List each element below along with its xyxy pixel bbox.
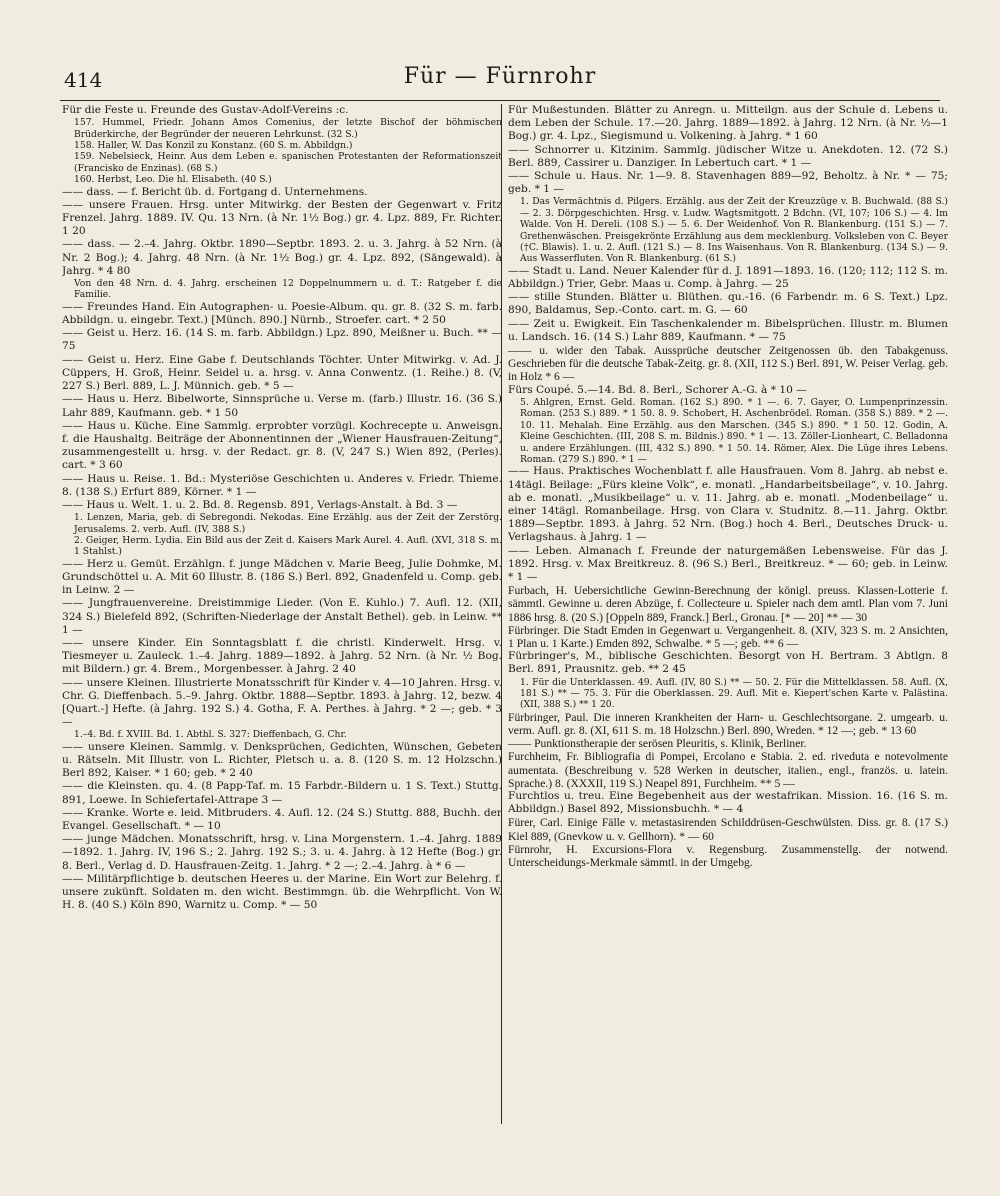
bibliography-entry: Fürbringer. Die Stadt Emden in Gegenwart u. Vergangenheit. 8. (XIV, 323 S. m. 2 Ansichten, 1 Plan u. 1 Karte.) Emden 892, Schwalbe. * 5 —; geb. ** 6 — xyxy=(508,623,948,650)
bibliography-entry: —— dass. — f. Bericht üb. d. Fortgang d. Unternehmens. xyxy=(62,185,368,198)
bibliography-entry: —— dass. — 2.–4. Jahrg. Oktbr. 1890—Septbr. 1893. 2. u. 3. Jahrg. à 52 Nrn. (à Nr. 2 Bog.); 4. Jahrg. 48 Nrn. (à Nr. 1½ Bog.) gr. 4. Lpz. 892, (Sängewald). à Jahrg. * 4 80 xyxy=(62,238,502,277)
bibliography-entry: —— Stadt u. Land. Neuer Kalender für d. J. 1891—1893. 16. (120; 112; 112 S. m. Abbildgn.) Trier, Gebr. Maas u. Comp. à Jahrg. — 25 xyxy=(508,264,948,291)
column-separator xyxy=(501,104,502,1124)
bibliography-entry: —— die Kleinsten. qu. 4. (8 Papp-Taf. m. 15 Farbdr.-Bildern u. 1 S. Text.) Stuttg. 891, Loewe. In Schiefertafel-Attrape 3 — xyxy=(62,780,502,806)
sub-entry: 5. Ahlgren, Ernst. Geld. Roman. (162 S.) 890. * 1 —. 6. 7. Gayer, O. Lumpenprinzessin. Roman. (253 S.) 889. * 1 50. 8. 9. Schobert, H. Aschenbrödel. Roman. (358 S.) 889. * 2 —. 10. 11. Mehalah. Eine Erzählg. aus den Marschen. (345 S.) 890. * 1 50. 12. Godin, A. Kleine Geschichten. (III, 208 S. m. Bildnis.) 890. * 1 —. 13. Zöller-Lionheart, C. Belladonna u. andere Erzählungen. (III, 432 S.) 890. * 1 50. 14. Römer, Alex. Die Lüge ihres Lebens. Roman. (279 S.) 890. * 1 — xyxy=(520,396,948,465)
bibliography-entry: —— junge Mädchen. Monatsschrift, hrsg. v. Lina Morgenstern. 1.–4. Jahrg. 1889—1892. 1. Jahrg. IV, 196 S.; 2. Jahrg. 192 S.; 3. u. 4. Jahrg. à 12 Hefte (Bog.) gr. 8. Berl., Verlag d. D. Hausfrauen-Zeitg. 1. Jahrg. * 2 —; 2.–4. Jahrg. à * 6 — xyxy=(62,833,502,872)
bibliography-entry: Fürs Coupé. 5.—14. Bd. 8. Berl., Schorer A.-G. à * 10 — xyxy=(508,383,807,396)
bibliography-entry: Für die Feste u. Freunde des Gustav-Adolf-Vereins :c. xyxy=(62,104,349,116)
bibliography-entry: Für Mußestunden. Blätter zu Anregn. u. Mitteilgn. aus der Schule d. Lebens u. dem Leben der Schule. 17.—20. Jahrg. 1889—1892. à Jahrg. 12 Nrn. (à Nr. ½—1 Bog.) gr. 4. Lpz., Siegismund u. Volkening. à Jahrg. * 1 60 xyxy=(508,104,948,143)
bibliography-entry: —— Jungfrauenvereine. Dreistimmige Lieder. (Von E. Kuhlo.) 7. Aufl. 12. (XII, 324 S.) Bielefeld 892, (Schriften-Niederlage der Anstalt Bethel). geb. in Leinw. ** 1 — xyxy=(62,597,502,636)
sub-entry: 1.–4. Bd. f. XVIII. Bd. 1. Abthl. S. 327: Dieffenbach, G. Chr. xyxy=(74,729,347,741)
bibliography-entry: Furchtlos u. treu. Eine Begebenheit aus der westafrikan. Mission. 16. (16 S. m. Abbildgn.) Basel 892, Missionsbuchh. * — 4 xyxy=(508,790,948,816)
running-head: Für — Fürnrohr xyxy=(403,64,597,89)
bibliography-entry: —— Haus u. Herz. Bibelworte, Sinnsprüche u. Verse m. (farb.) Illustr. 16. (36 S.) Lahr 889, Kaufmann. geb. * 1 50 xyxy=(62,393,502,419)
bibliography-entry: —— u. wider den Tabak. Aussprüche deutscher Zeitgenossen üb. den Tabakgenuss. Geschrieben für die deutsche Tabak-Zeitg. gr. 8. (XII, 112 S.) Berl. 891, W. Peiser Verlag. geb. in Holz * 6 — xyxy=(508,344,948,384)
bibliography-entry: —— Freundes Hand. Ein Autographen- u. Poesie-Album. qu. gr. 8. (32 S. m. farb. Abbildgn. u. eingebr. Text.) [Münch. 890.] Nürnb., Stroefer. cart. * 2 50 xyxy=(62,300,502,327)
bibliography-entry: —— Schnorrer u. Kitzinim. Sammlg. jüdischer Witze u. Anekdoten. 12. (72 S.) Berl. 889, Cassirer u. Danziger. In Lebertuch cart. * 1 — xyxy=(508,143,948,169)
bibliography-entry: —— Kranke. Worte e. leid. Mitbruders. 4. Aufl. 12. (24 S.) Stuttg. 888, Buchh. der Evangel. Gesellschaft. * — 10 xyxy=(62,806,502,833)
left-column xyxy=(62,104,502,1124)
bibliography-entry: —— Schule u. Haus. Nr. 1—9. 8. Stavenhagen 889—92, Beholtz. à Nr. * — 75; geb. * 1 — xyxy=(508,170,948,196)
bibliography-entry: —— Haus u. Welt. 1. u. 2. Bd. 8. Regensb. 891, Verlags-Anstalt. à Bd. 3 — xyxy=(62,498,458,511)
sub-entry: 2. Geiger, Herm. Lydia. Ein Bild aus der Zeit d. Kaisers Mark Aurel. 4. Aufl. (XVI, 318 S. m. 1 Stahlst.) xyxy=(74,534,502,558)
bibliography-entry: Fürer, Carl. Einige Fälle v. metastasirenden Schilddrüsen-Geschwülsten. Diss. gr. 8. (17 S.) Kiel 889, (Gnevkow u. v. Gellhorn). * — 60 xyxy=(508,816,948,843)
sub-entry: 160. Herbst, Leo. Die hl. Elisabeth. (40 S.) xyxy=(74,174,272,186)
sub-entry: 157. Hummel, Friedr. Johann Amos Comenius, der letzte Bischof der böhmischen Brüderkirche, der Begründer der neueren Lehrkunst. (32 S.) xyxy=(74,117,502,140)
page-number: 414 xyxy=(64,68,103,92)
bibliography-entry: —— Haus. Praktisches Wochenblatt f. alle Hausfrauen. Vom 8. Jahrg. ab nebst e. 14tägl. Beilage: „Fürs kleine Volk“, e. monatl. „Handarbeitsbeilage“, v. 10. Jahrg. ab e. monatl. „Musikbeilage“ u. v. 11. Jahrg. ab e. monatl. „Modenbeilage“ u. einer 14tägl. Romanbeilage. Hrsg. von Clara v. Studnitz. 8.—11. Jahrg. Oktbr. 1889—Septbr. 1893. à Jahrg. 52 Nrn. (Bog.) hoch 4. Berl., Deutsches Druck- u. Verlagshaus. à Jahrg. 1 — xyxy=(508,465,948,544)
bibliography-entry: —— Leben. Almanach f. Freunde der naturgemäßen Lebensweise. Für das J. 1892. Hrsg. v. Max Breitkreuz. 8. (96 S.) Berl., Breitkreuz. * — 60; geb. in Leinw. * 1 — xyxy=(508,544,948,583)
bibliography-entry: Fürbringer, Paul. Die inneren Krankheiten der Harn- u. Geschlechtsorgane. 2. umgearb. u. verm. Aufl. gr. 8. (XI, 611 S. m. 18 Holzschn.) Berl. 890, Wreden. * 12 —; geb. * 13 60 xyxy=(508,710,948,737)
bibliography-entry: Furbach, H. Uebersichtliche Gewinn-Berechnung der königl. preuss. Klassen-Lotterie f. sämmtl. Gewinne u. deren Abzüge, f. Collecteure u. Spieler nach dem amtl. Plan vom 7. Juni 1886 hrsg. 8. (20 S.) [Oppeln 889, Franck.] Berl., Gronau. [* — 20] ** — 30 xyxy=(508,584,948,624)
bibliography-entry: —— Herz u. Gemüt. Erzählgn. f. junge Mädchen v. Marie Beeg, Julie Dohmke, M. Grundschöttel u. A. Mit 60 Illustr. 8. (186 S.) Berl. 892, Gnadenfeld u. Comp. geb. in Leinw. 2 — xyxy=(62,557,502,597)
sub-entry: 159. Nebelsieck, Heinr. Aus dem Leben e. spanischen Protestanten der Reformationszeit (Francisko de Enzinas). (68 S.) xyxy=(74,151,502,174)
sub-entry: Von den 48 Nrn. d. 4. Jahrg. erscheinen 12 Doppelnummern u. d. T.: Ratgeber f. die Familie. xyxy=(74,278,502,301)
bibliography-entry: —— Geist u. Herz. 16. (14 S. m. farb. Abbildgn.) Lpz. 890, Meißner u. Buch. ** — 75 xyxy=(62,327,502,353)
bibliography-entry: —— Militärpflichtige b. deutschen Heeres u. der Marine. Ein Wort zur Belehrg. f. unsere zukünft. Soldaten m. den wicht. Bestimmgn. üb. die Wehrpflicht. Von W. H. 8. (40 S.) Köln 890, Warnitz u. Comp. * — 50 xyxy=(62,872,502,912)
bibliography-entry: —— unsere Kleinen. Illustrierte Monatsschrift für Kinder v. 4—10 Jahren. Hrsg. v. Chr. G. Dieffenbach. 5.–9. Jahrg. Oktbr. 1888—Septbr. 1893. à Jahrg. 12, bezw. 4 [Quart.-] Hefte. (à Jahrg. 192 S.) 4. Gotha, F. A. Perthes. à Jahrg. * 2 —; geb. * 3 — xyxy=(62,676,502,729)
bibliography-entry: —— Haus u. Küche. Eine Sammlg. erprobter vorzügl. Kochrecepte u. Anweisgn. f. die Haushaltg. Beiträge der Abonnentinnen der „Wiener Hausfrauen-Zeitung“, zusammengestellt u. hrsg. v. der Redact. gr. 8. (V, 247 S.) Wien 892, (Perles). cart. * 3 60 xyxy=(62,419,502,472)
bibliography-entry: —— unsere Kinder. Ein Sonntagsblatt f. die christl. Kinderwelt. Hrsg. v. Tiesmeyer u. Zauleck. 1.–4. Jahrg. 1889—1892. à Jahrg. 52 Nrn. (à Nr. ½ Bog. mit Bildern.) gr. 4. Brem., Morgenbesser. à Jahrg. 2 40 xyxy=(62,636,502,676)
bibliography-entry: —— unsere Frauen. Hrsg. unter Mitwirkg. der Besten der Gegenwart v. Fritz Frenzel. Jahrg. 1889. IV. Qu. 13 Nrn. (à Nr. 1½ Bog.) gr. 4. Lpz. 889, Fr. Richter. 1 20 xyxy=(62,198,502,238)
bibliography-entry: Fürnrohr, H. Excursions-Flora v. Regensburg. Zusammenstellg. der notwend. Unterscheidungs-Merkmale sämmtl. in der Umgebg. xyxy=(508,842,948,870)
bibliography-entry: —— unsere Kleinen. Sammlg. v. Denksprüchen, Gedichten, Wünschen, Gebeten u. Rätseln. Mit Illustr. von L. Richter, Pletsch u. a. 8. (120 S. m. 12 Holzschn.) Berl 892, Kaiser. * 1 60; geb. * 2 40 xyxy=(62,740,502,780)
bibliography-entry: —— Punktionstherapie der serösen Pleuritis, s. Klinik, Berliner. xyxy=(508,737,807,751)
page-header xyxy=(64,64,936,98)
right-column xyxy=(508,104,948,1124)
bibliography-entry: —— Geist u. Herz. Eine Gabe f. Deutschlands Töchter. Unter Mitwirkg. v. Ad. J. Cüppers, H. Groß, Heinr. Seidel u. a. hrsg. v. Anna Conwentz. (1. Reihe.) 8. (V, 227 S.) Berl. 889, L. J. Münnich. geb. * 5 — xyxy=(62,353,502,393)
sub-entry: 1. Lenzen, Maria, geb. di Sebregondi. Nekodas. Eine Erzählg. aus der Zeit der Zerstörg. Jerusalems. 2. verb. Aufl. (IV, 388 S.) xyxy=(74,512,502,535)
sub-entry: 1. Das Vermächtnis d. Pilgers. Erzählg. aus der Zeit der Kreuzzüge v. B. Buchwald. (88 S.) — 2. 3. Dörpgeschichten. Hrsg. v. Ludw. Wagtsmitgott. 2 Bdchn. (VI, 107; 106 S.) — 4. Im Walde. Von H. Dereli. (108 S.) — 5. 6. Der Weidenhof. Von R. Blankenburg. (151 S.) — 7. Grethenwäschen. Preisgekrönte Erzählung aus dem mecklenburg. Volksleben von C. Beyer (†C. Blawis). 1. u. 2. Aufl. (121 S.) — 8. Ins Waisenhaus. Von R. Blankenburg. (134 S.) — 9. Aus Wasserfluten. Von R. Blankenburg. (61 S.) xyxy=(520,196,948,265)
bibliography-entry: Furchheim, Fr. Bibliografia di Pompei, Ercolano e Stabia. 2. ed. riveduta e notevolmente aumentata. (Beschreibung v. 528 Werken in deutscher, italien., engl., französ. u. latein. Sprache.) 8. (XXXII, 119 S.) Neapel 891, Furchheim. ** 5 — xyxy=(508,750,948,790)
bibliography-entry: —— stille Stunden. Blätter u. Blüthen. qu.-16. (6 Farbendr. m. 6 S. Text.) Lpz. 890, Baldamus, Sep.-Conto. cart. m. G. — 60 xyxy=(508,291,948,317)
bibliography-entry: Fürbringer's, M., biblische Geschichten. Besorgt von H. Bertram. 3 Abtlgn. 8 Berl. 891, Prausnitz. geb. ** 2 45 xyxy=(508,650,948,676)
bibliography-entry: —— Zeit u. Ewigkeit. Ein Taschenkalender m. Bibelsprüchen. Illustr. m. Blumen u. Landsch. 16. (14 S.) Lahr 889, Kaufmann. * — 75 xyxy=(508,317,948,343)
bibliography-entry: —— Haus u. Reise. 1. Bd.: Mysteriöse Geschichten u. Anderes v. Friedr. Thieme. 8. (138 S.) Erfurt 889, Körner. * 1 — xyxy=(62,472,502,498)
sub-entry: 1. Für die Unterklassen. 49. Aufl. (IV, 80 S.) ** — 50. 2. Für die Mittelklassen. 58. Aufl. (X, 181 S.) ** — 75. 3. Für die Oberklassen. 29. Aufl. Mit e. Kiepert'schen Karte v. Palästina. (XII, 388 S.) ** 1 20. xyxy=(520,676,948,711)
header-rule xyxy=(60,100,940,101)
sub-entry: 158. Haller, W. Das Konzil zu Konstanz. (60 S. m. Abbildgn.) xyxy=(74,140,353,152)
